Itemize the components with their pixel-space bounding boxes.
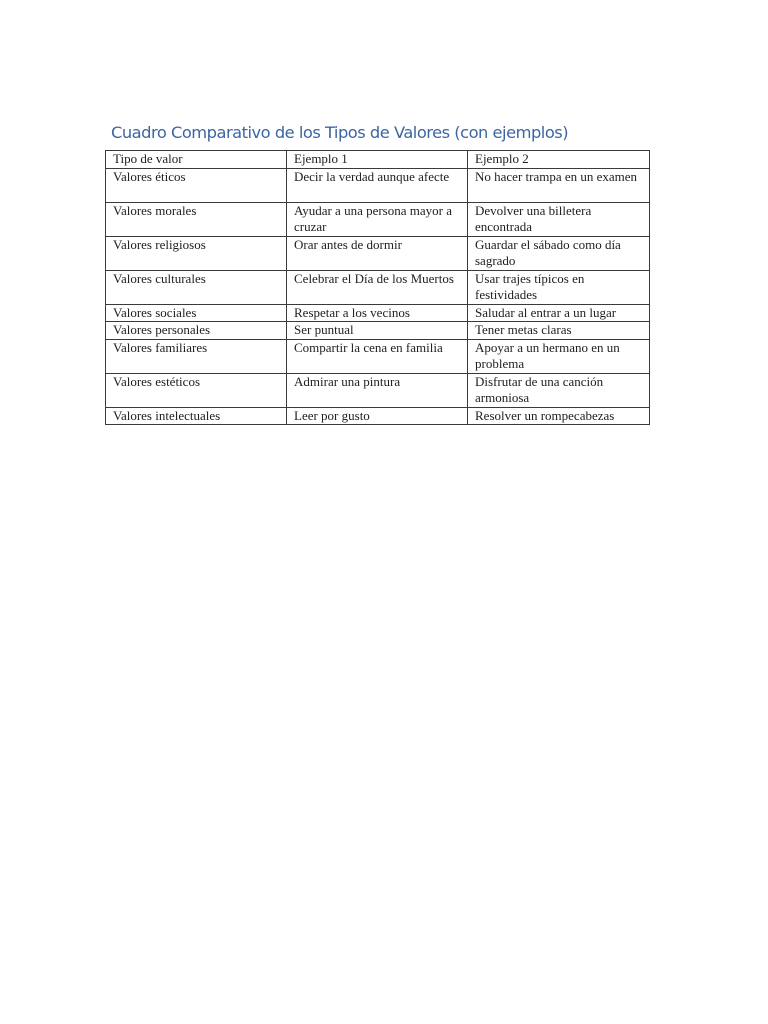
table-row (106, 168, 650, 202)
cell-ejemplo-1: Respetar a los vecinos (287, 304, 468, 322)
header-ejemplo-2: Ejemplo 2 (468, 151, 650, 169)
cell-ejemplo-1: Compartir la cena en familia (287, 339, 468, 373)
cell-tipo: Valores religiosos (106, 236, 287, 270)
header-ejemplo-1: Ejemplo 1 (287, 151, 468, 169)
cell-ejemplo-2: Resolver un rompecabezas (468, 407, 650, 425)
cell-ejemplo-1: Celebrar el Día de los Muertos (287, 270, 468, 304)
table-row (106, 322, 650, 340)
cell-tipo: Valores culturales (106, 270, 287, 304)
cell-ejemplo-1: Leer por gusto (287, 407, 468, 425)
cell-tipo: Valores estéticos (106, 373, 287, 407)
table-row (106, 270, 650, 304)
cell-ejemplo-1: Orar antes de dormir (287, 236, 468, 270)
cell-ejemplo-2: Disfrutar de una canción armoniosa (468, 373, 650, 407)
table-row (106, 373, 650, 407)
table-row (106, 407, 650, 425)
cell-tipo: Valores familiares (106, 339, 287, 373)
cell-tipo: Valores intelectuales (106, 407, 287, 425)
cell-ejemplo-2: Saludar al entrar a un lugar (468, 304, 650, 322)
header-tipo-de-valor: Tipo de valor (106, 151, 287, 169)
table-row (106, 236, 650, 270)
cell-tipo: Valores sociales (106, 304, 287, 322)
cell-ejemplo-2: Apoyar a un hermano en un problema (468, 339, 650, 373)
cell-ejemplo-1: Admirar una pintura (287, 373, 468, 407)
comparison-table (105, 150, 650, 425)
cell-ejemplo-2: Devolver una billetera encontrada (468, 202, 650, 236)
cell-ejemplo-2: Guardar el sábado como día sagrado (468, 236, 650, 270)
cell-ejemplo-2: Tener metas claras (468, 322, 650, 340)
table-row (106, 339, 650, 373)
cell-ejemplo-2: Usar trajes típicos en festividades (468, 270, 650, 304)
cell-tipo: Valores morales (106, 202, 287, 236)
cell-ejemplo-1: Ser puntual (287, 322, 468, 340)
cell-ejemplo-2: No hacer trampa en un examen (468, 168, 650, 202)
table-header-row (106, 151, 650, 169)
table-row (106, 304, 650, 322)
cell-ejemplo-1: Decir la verdad aunque afecte (287, 168, 468, 202)
document-title: Cuadro Comparativo de los Tipos de Valores (con ejemplos) (111, 123, 569, 142)
table-row (106, 202, 650, 236)
cell-tipo: Valores éticos (106, 168, 287, 202)
cell-tipo: Valores personales (106, 322, 287, 340)
cell-ejemplo-1: Ayudar a una persona mayor a cruzar (287, 202, 468, 236)
